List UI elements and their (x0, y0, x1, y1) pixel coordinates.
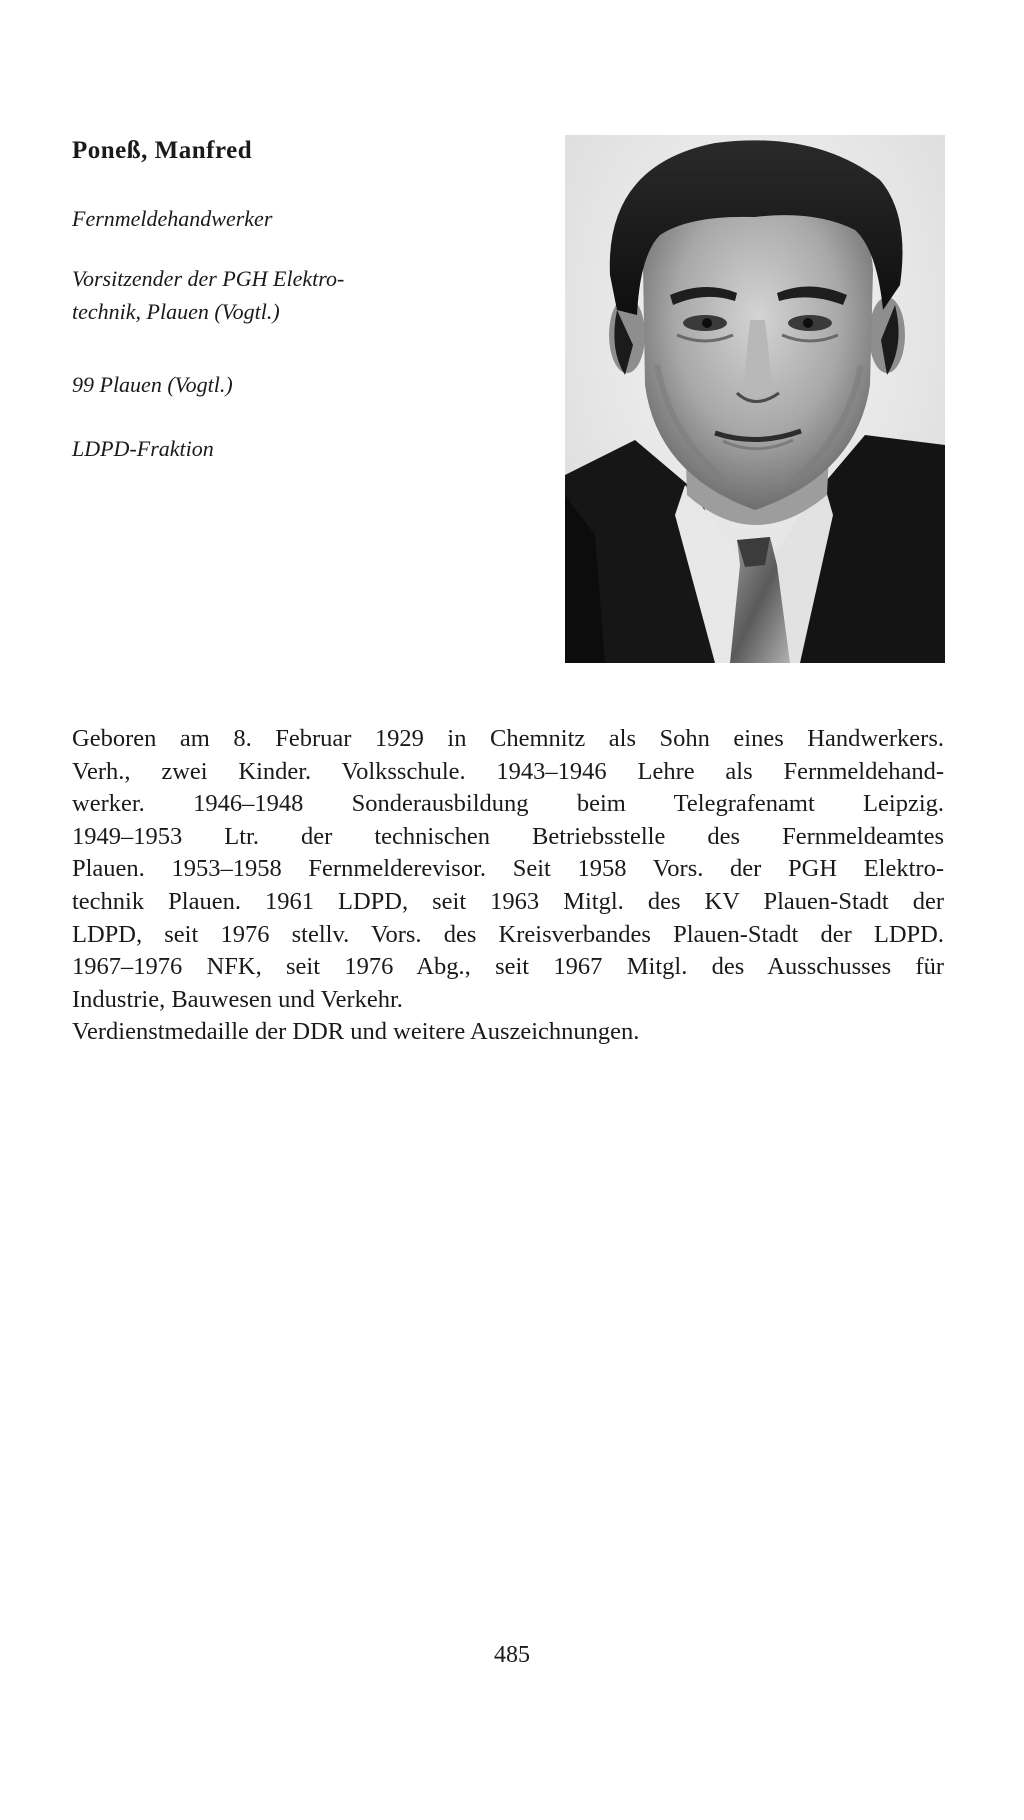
biography-line: werker. 1946–1948 Sonderausbildung beim Telegrafenamt Leipzig. (72, 790, 944, 818)
biography-line: Plauen. 1953–1958 Fernmelderevisor. Seit 1958 Vors. der PGH Elektro- (72, 855, 944, 883)
biography-line: Industrie, Bauwesen und Verkehr. (72, 985, 403, 1013)
biography-line: LDPD, seit 1976 stellv. Vors. des Kreisverbandes Plauen-Stadt der LDPD. (72, 920, 944, 948)
awards-line: Verdienstmedaille der DDR und weitere Auszeichnungen. (72, 1018, 640, 1046)
page-number: 485 (494, 1642, 530, 1668)
person-faction: LDPD-Fraktion (72, 436, 214, 461)
person-residence: 99 Plauen (Vogtl.) (72, 372, 233, 397)
person-occupation: Fernmeldehandwerker (72, 206, 273, 231)
portrait-photo (565, 135, 945, 663)
biography-line: Geboren am 8. Februar 1929 in Chemnitz als Sohn eines Handwerkers. (72, 725, 944, 752)
person-position (72, 262, 452, 328)
person-position-line: technik, Plauen (Vogtl.) (72, 299, 280, 324)
biography (72, 723, 944, 1049)
biography-line: 1949–1953 Ltr. der technischen Betriebsstelle des Fernmeldeamtes (72, 822, 944, 850)
biography-line: technik Plauen. 1961 LDPD, seit 1963 Mitgl. des KV Plauen-Stadt der (72, 887, 944, 915)
person-name: Poneß, Manfred (72, 137, 253, 164)
biography-line: 1967–1976 NFK, seit 1976 Abg., seit 1967 Mitgl. des Ausschusses für (72, 953, 944, 981)
biography-line: Verh., zwei Kinder. Volksschule. 1943–1946 Lehre als Fernmeldehand- (72, 757, 944, 785)
person-position-line: Vorsitzender der PGH Elektro- (72, 266, 345, 291)
